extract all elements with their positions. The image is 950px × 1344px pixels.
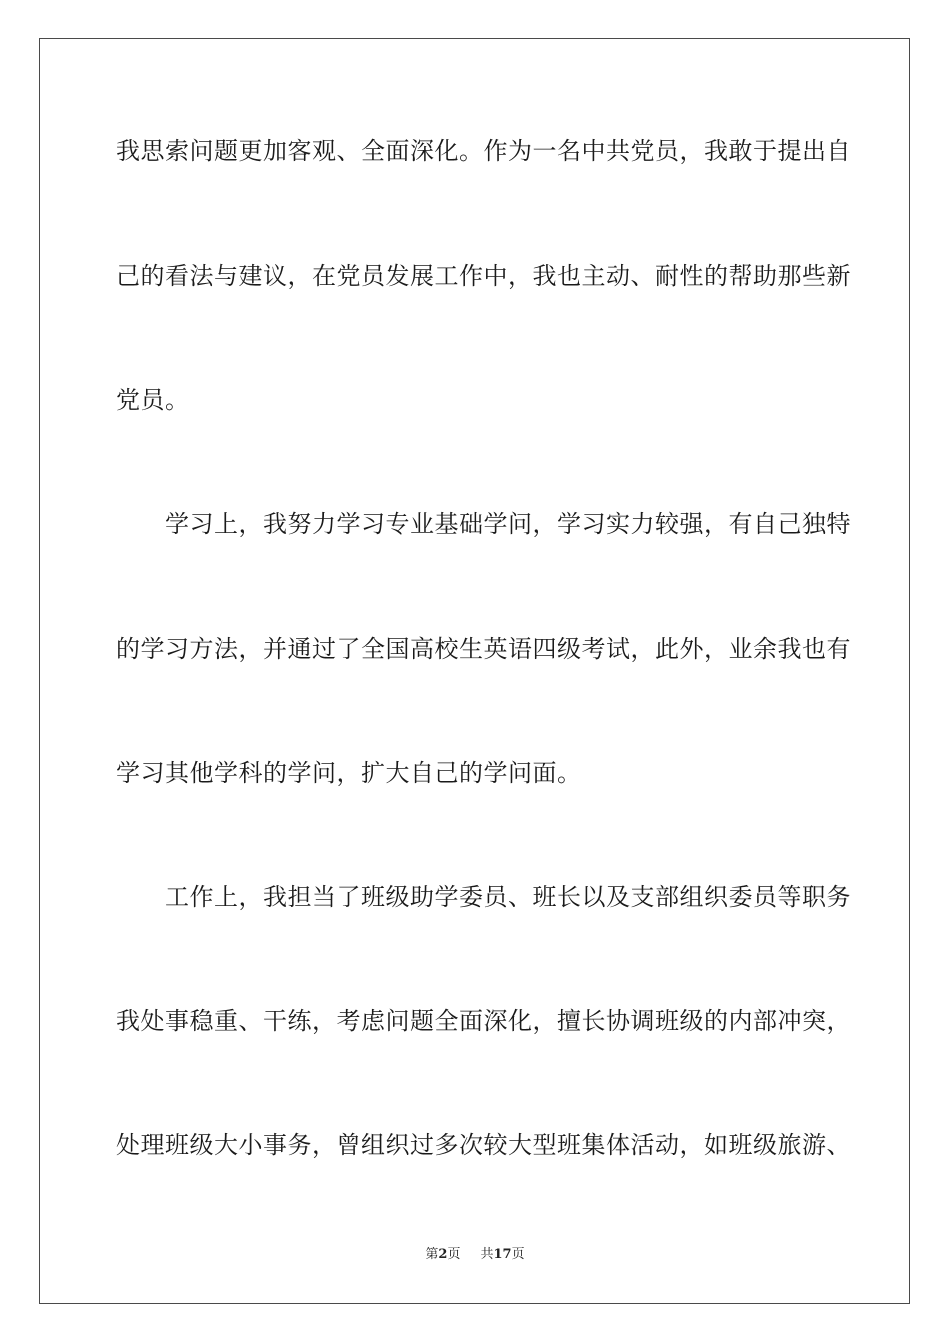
page-border — [39, 38, 910, 1304]
footer-page-number: 2 — [438, 1247, 448, 1262]
body-line-2: 己的看法与建议，在党员发展工作中，我也主动、耐性的帮助那些新 — [116, 262, 851, 290]
footer-total-pages: 17 — [493, 1247, 512, 1262]
footer-page-prefix: 第 — [425, 1247, 439, 1262]
body-line-1: 我思索问题更加客观、全面深化。作为一名中共党员，我敢于提出自 — [116, 137, 851, 165]
body-line-6: 学习其他学科的学问，扩大自己的学问面。 — [116, 759, 582, 787]
body-line-4: 学习上，我努力学习专业基础学问，学习实力较强，有自己独特 — [116, 510, 851, 538]
page-footer — [0, 1246, 950, 1264]
body-line-9: 处理班级大小事务，曾组织过多次较大型班集体活动，如班级旅游、 — [116, 1131, 851, 1159]
body-line-7: 工作上，我担当了班级助学委员、班长以及支部组织委员等职务 — [116, 883, 851, 911]
footer-total-prefix: 共 — [480, 1247, 494, 1262]
body-line-5: 的学习方法，并通过了全国高校生英语四级考试，此外，业余我也有 — [116, 635, 851, 663]
body-line-3: 党员。 — [116, 386, 190, 414]
body-line-8: 我处事稳重、干练，考虑问题全面深化，擅长协调班级的内部冲突， — [116, 1007, 851, 1035]
footer-page-suffix: 页 — [447, 1247, 461, 1262]
footer-total-suffix: 页 — [511, 1247, 525, 1262]
